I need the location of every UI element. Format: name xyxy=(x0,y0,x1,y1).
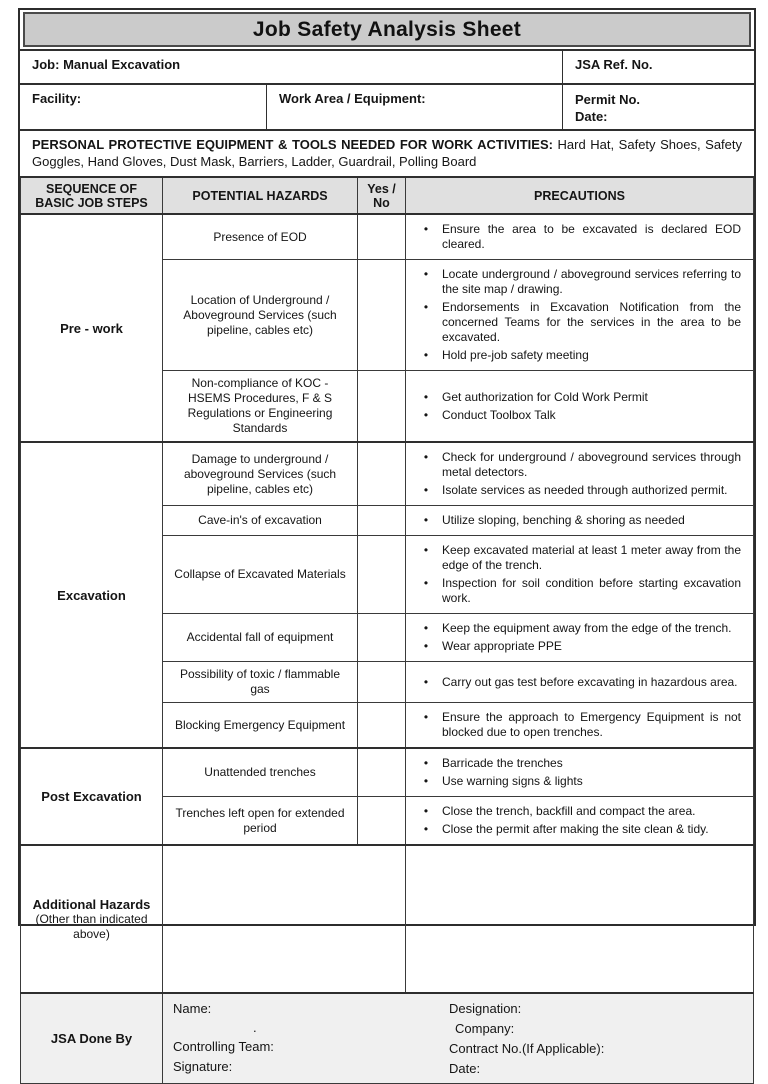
job-field xyxy=(20,51,563,83)
bullet-marker: • xyxy=(423,389,429,404)
precautions-cell xyxy=(406,214,754,260)
precaution-text: Close the permit after making the site clean & tidy. xyxy=(442,822,709,836)
hazard-cell: Trenches left open for extended period xyxy=(163,797,358,846)
bullet-marker: • xyxy=(423,710,429,724)
precaution-text: Close the trench, backfill and compact the area. xyxy=(442,804,696,818)
yes-no-cell xyxy=(358,797,406,846)
footer-columns xyxy=(173,999,753,1079)
bullet-marker: • xyxy=(423,543,429,557)
yes-no-cell xyxy=(358,260,406,371)
jsa-done-by-fields xyxy=(163,993,754,1084)
yes-no-cell xyxy=(358,371,406,443)
precaution-item xyxy=(410,822,749,837)
precaution-item xyxy=(410,804,749,819)
footer-field-label: Signature: xyxy=(173,1059,233,1074)
precaution-text: Keep the equipment away from the edge of the trench. xyxy=(442,621,732,635)
footer-field-label: Company: xyxy=(455,1021,515,1036)
precaution-text: Locate underground / aboveground services referring to the site map / drawing. xyxy=(442,267,741,296)
precaution-item xyxy=(410,774,749,789)
yes-no-cell xyxy=(358,506,406,536)
jsa-sheet xyxy=(18,8,756,1076)
hazard-cell: Damage to underground / aboveground Services (such pipeline, cables etc) xyxy=(163,442,358,506)
ppe-label: PERSONAL PROTECTIVE EQUIPMENT & TOOLS NEEDED FOR WORK ACTIVITIES: xyxy=(32,137,553,152)
precaution-item xyxy=(410,543,749,573)
footer-field-label: Controlling Team: xyxy=(173,1039,274,1054)
yes-no-cell xyxy=(358,214,406,260)
job-label: Job: xyxy=(32,57,60,72)
precautions-cell xyxy=(406,506,754,536)
job-row xyxy=(20,49,754,83)
hazard-cell: Non-compliance of KOC -HSEMS Procedures, F & S Regulations or Engineering Standards xyxy=(163,371,358,443)
step-cell: Pre - work xyxy=(21,214,163,442)
bullet-marker: • xyxy=(423,674,429,689)
precaution-text: Wear appropriate PPE xyxy=(442,639,562,653)
yes-no-cell xyxy=(358,442,406,506)
precaution-item xyxy=(410,639,749,654)
ppe-items: Hard Hat, Safety Shoes, Safety Goggles, Hand Gloves, Dust Mask, Barriers, Ladder, Guardrail, Polling Board xyxy=(32,137,743,169)
table-row xyxy=(21,442,754,506)
bullet-marker: • xyxy=(423,407,429,422)
yes-no-cell xyxy=(358,614,406,662)
precaution-item xyxy=(410,300,749,345)
bullet-marker: • xyxy=(423,639,429,653)
precaution-text: Conduct Toolbox Talk xyxy=(442,407,556,422)
yes-no-cell xyxy=(358,703,406,749)
additional-hazards-row xyxy=(21,845,754,993)
bullet-marker: • xyxy=(423,774,429,788)
precautions-cell xyxy=(406,260,754,371)
yes-no-cell xyxy=(358,662,406,703)
hazard-cell: Presence of EOD xyxy=(163,214,358,260)
precaution-item xyxy=(410,576,749,606)
jsa-ref-field: JSA Ref. No. xyxy=(575,57,653,72)
precautions-cell xyxy=(406,442,754,506)
hazard-cell: Possibility of toxic / flammable gas xyxy=(163,662,358,703)
permit-no-label: Permit No. xyxy=(575,92,641,107)
col-header-sequence: SEQUENCE OF BASIC JOB STEPS xyxy=(21,177,163,214)
table-row xyxy=(21,748,754,797)
jsa-done-by-row xyxy=(21,993,754,1084)
hazard-cell: Cave-in's of excavation xyxy=(163,506,358,536)
col-header-precautions: PRECAUTIONS xyxy=(406,177,754,214)
bullet-marker: • xyxy=(423,348,429,362)
date-label: Date: xyxy=(575,109,608,124)
yes-no-cell xyxy=(358,536,406,614)
precaution-item xyxy=(410,408,749,423)
bullet-marker: • xyxy=(423,222,429,236)
permit-field xyxy=(563,85,754,129)
precautions-cell xyxy=(406,703,754,749)
precaution-text: Ensure the approach to Emergency Equipment is not blocked due to open trenches. xyxy=(442,710,741,739)
precaution-item xyxy=(410,450,749,480)
precaution-item xyxy=(410,710,749,740)
precaution-item xyxy=(410,513,749,528)
additional-hazards-note: (Other than indicated above) xyxy=(35,911,148,941)
hazard-cell: Accidental fall of equipment xyxy=(163,614,358,662)
hazard-cell: Unattended trenches xyxy=(163,748,358,797)
precautions-cell xyxy=(406,536,754,614)
precautions-cell xyxy=(406,797,754,846)
precautions-cell xyxy=(406,662,754,703)
precaution-item xyxy=(410,390,749,405)
precaution-item xyxy=(410,756,749,771)
hazard-cell xyxy=(163,845,406,993)
precautions-cell xyxy=(406,371,754,443)
precaution-item xyxy=(410,348,749,363)
precaution-item xyxy=(410,267,749,297)
precaution-item xyxy=(410,621,749,636)
footer-field-label: Designation: xyxy=(449,1001,522,1016)
additional-hazards-label: Additional Hazards xyxy=(32,896,151,912)
bullet-marker: • xyxy=(423,576,429,590)
bullet-marker: • xyxy=(423,822,429,836)
hazard-cell: Collapse of Excavated Materials xyxy=(163,536,358,614)
bullet-marker: • xyxy=(423,450,429,464)
precaution-text: Inspection for soil condition before starting excavation work. xyxy=(442,576,741,605)
jsa-done-by-label: JSA Done By xyxy=(21,993,163,1084)
table-row xyxy=(21,214,754,260)
precaution-item xyxy=(410,483,749,498)
precautions-cell xyxy=(406,845,754,993)
yes-no-cell xyxy=(358,748,406,797)
jsa-table xyxy=(20,176,754,1084)
step-cell xyxy=(21,845,163,993)
ppe-section xyxy=(20,129,754,176)
footer-left-column xyxy=(173,999,449,1079)
precaution-item xyxy=(410,675,749,690)
footer-field-label: . xyxy=(253,1020,257,1035)
precaution-text: Keep excavated material at least 1 meter away from the edge of the trench. xyxy=(442,543,741,572)
facility-row xyxy=(20,83,754,129)
bullet-marker: • xyxy=(423,483,429,497)
job-value: Manual Excavation xyxy=(63,57,181,72)
precautions-cell xyxy=(406,614,754,662)
bullet-marker: • xyxy=(423,756,429,770)
footer-right-column xyxy=(449,999,753,1079)
footer-field-label: Date: xyxy=(449,1061,481,1076)
precaution-text: Get authorization for Cold Work Permit xyxy=(442,389,648,404)
table-header-row xyxy=(21,177,754,214)
step-cell: Excavation xyxy=(21,442,163,748)
document-title-bar xyxy=(23,12,751,47)
precaution-text: Carry out gas test before excavating in hazardous area. xyxy=(442,674,738,689)
precaution-text: Use warning signs & lights xyxy=(442,774,583,788)
precaution-text: Hold pre-job safety meeting xyxy=(442,348,589,362)
col-header-yes-no: Yes / No xyxy=(358,177,406,214)
bullet-marker: • xyxy=(423,513,429,527)
precaution-item xyxy=(410,222,749,252)
precautions-cell xyxy=(406,748,754,797)
precaution-text: Ensure the area to be excavated is declared EOD cleared. xyxy=(442,222,741,251)
precaution-text: Endorsements in Excavation Notification from the concerned Teams for the services in the area to be excavated. xyxy=(442,300,741,344)
step-cell: Post Excavation xyxy=(21,748,163,845)
bullet-marker: • xyxy=(423,300,429,314)
bullet-marker: • xyxy=(423,804,429,818)
hazard-cell: Location of Underground / Aboveground Services (such pipeline, cables etc) xyxy=(163,260,358,371)
facility-field: Facility: xyxy=(20,85,267,129)
bullet-marker: • xyxy=(423,621,429,635)
hazard-cell: Blocking Emergency Equipment xyxy=(163,703,358,749)
work-area-field: Work Area / Equipment: xyxy=(267,85,563,129)
bullet-marker: • xyxy=(423,267,429,281)
footer-field-label: Contract No.(If Applicable): xyxy=(449,1041,605,1056)
precaution-text: Isolate services as needed through authorized permit. xyxy=(442,483,728,497)
precaution-text: Check for underground / aboveground services through metal detectors. xyxy=(442,450,741,479)
precaution-text: Barricade the trenches xyxy=(442,756,563,770)
precaution-text: Utilize sloping, benching & shoring as needed xyxy=(442,513,685,527)
page-title: Job Safety Analysis Sheet xyxy=(252,17,522,41)
footer-field-label: Name: xyxy=(173,1001,212,1016)
col-header-hazards: POTENTIAL HAZARDS xyxy=(163,177,358,214)
